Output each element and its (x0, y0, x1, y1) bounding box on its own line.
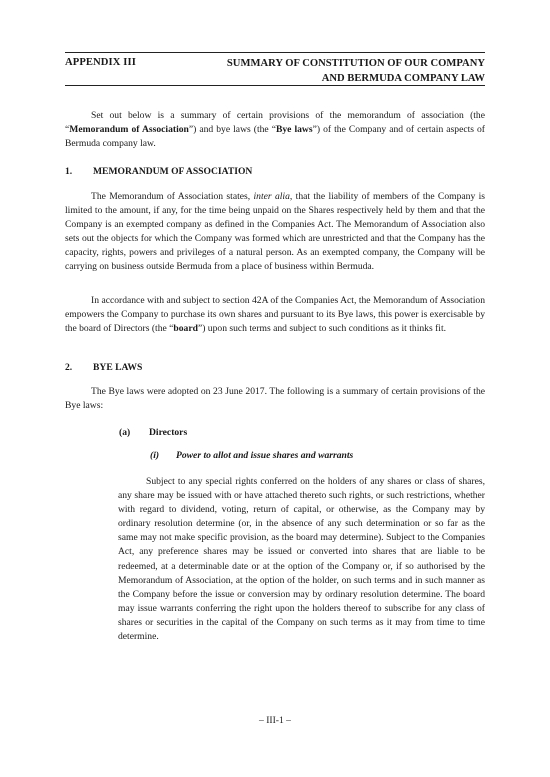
s1p2-text-2: ”) upon such terms and subject to such conditions as it thinks fit. (197, 323, 447, 335)
header-bottom-rule (65, 85, 485, 86)
intro-text-2: ”) and bye laws (the “ (188, 124, 276, 136)
s1p2-text-1: In accordance with and subject to section 42A of the Companies Act, the Memorandum of Association empowers the Company to purchase its own shares and pursuant to its Bye laws, this power is exercisable by the board of Directors (the “ (65, 295, 485, 335)
header-top-rule (65, 52, 485, 53)
section2-title: BYE LAWS (93, 362, 143, 373)
intro-paragraph (65, 109, 485, 151)
s1p1-text-1: The Memorandum of Association states, (91, 191, 254, 202)
s1p1-text-2: , that the liability of members of the Company is limited to the amount, if any, for the time being unpaid on the Shares respectively held by them and that the Company is an exempted company as defined in the Companies Act. The Memorandum of Association also sets out the objects for which the Company was formed which are unrestricted and that the Company has the capacity, rights, powers and privileges of a natural person. As an exempted company, the Company will be carrying on business outside Bermuda from a place of business within Bermuda. (65, 191, 485, 273)
section2-paragraph1: The Bye laws were adopted on 23 June 2017. The following is a summary of certain provisions of the Bye laws: (65, 386, 485, 412)
section1-number: 1. (65, 166, 73, 177)
intro-text-1: Set out below is a summary of certain provisions of the memorandum of association (the “ (65, 110, 485, 136)
appendix-label: APPENDIX III (65, 57, 136, 68)
section2-number: 2. (65, 362, 73, 373)
subsection-i-title: Power to allot and issue shares and warrants (176, 450, 354, 461)
page-title-line1: SUMMARY OF CONSTITUTION OF OUR COMPANY (226, 58, 485, 69)
s1p1-italic: inter alia (253, 191, 290, 202)
page-title (185, 57, 485, 86)
defined-term-bye-laws: Bye laws (275, 124, 313, 136)
section1-paragraph1 (65, 190, 485, 275)
intro-text-3: ”) of the Company and of certain aspects of Bermuda company law. (65, 124, 486, 150)
subsection-i-body: Subject to any special rights conferred on the holders of any shares or class of shares, any share may be issued with or have attached thereto such rights, or such restrictions, whether with regard to dividend, voting, return of capital, or otherwise, as the Company may by ordinary resolution determine (or, in the absence of any such determination or so far as the same may not make specific provision, as the board may determine). Subject to the Companies Act, any preference shares may be issued or converted into shares that are liable to be redeemed, at a determinable date or at the option of the Company or, if so authorised by the Memorandum of Association, at the option of the holder, on such terms and in such manner as the Company before the issue or conversion may by ordinary resolution determine. The board may issue warrants conferring the right upon the holders thereof to subscribe for any class of shares or securities in the capital of the Company on such terms as it may from time to time determine. (118, 476, 485, 643)
defined-term-board: board (173, 323, 198, 335)
section1-title: MEMORANDUM OF ASSOCIATION (93, 166, 253, 177)
section1-paragraph2 (65, 294, 485, 336)
subsection-i-label: (i) (150, 450, 160, 461)
subsection-a-title: Directors (149, 427, 188, 438)
defined-term-memorandum: Memorandum of Association (69, 124, 189, 136)
page-title-line2: AND BERMUDA COMPANY LAW (321, 72, 485, 84)
subsection-a-label: (a) (119, 427, 131, 438)
page-number: – III-1 – (259, 715, 291, 726)
